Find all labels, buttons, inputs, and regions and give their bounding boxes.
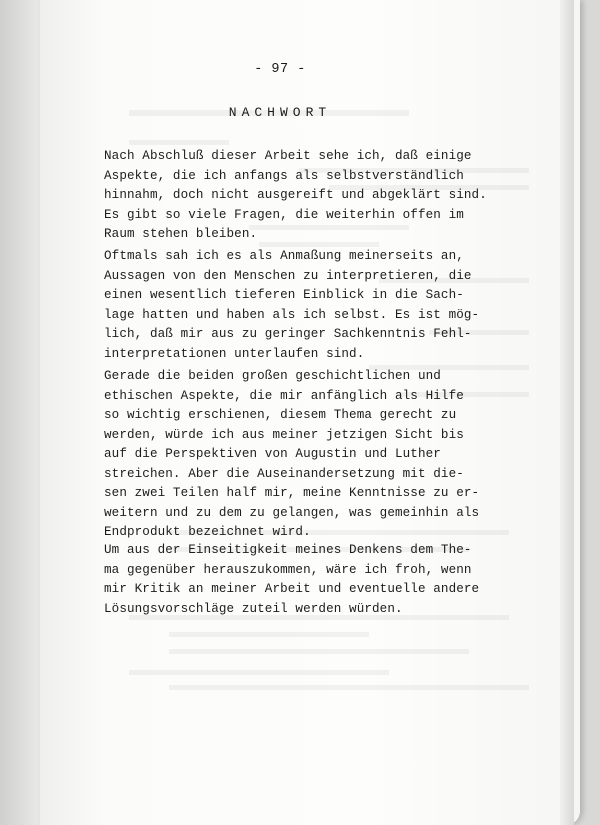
page-edge [560,0,574,825]
paragraph-line: Um aus der Einseitigkeit meines Denkens dem The- ma gegenüber herauszukommen, wäre ich froh, wenn mir Kritik an meiner Arbeit und eventuelle andere Lösungsvorschläge zuteil werden würden. [104,543,480,616]
page-title: NACHWORT [228,105,332,120]
paragraph-line: Nach Abschluß dieser Arbeit sehe ich, daß einige Aspekte, die ich anfangs als selbstverständlich hinnahm, doch nicht ausgereift und abgeklärt sind. Es gibt so viele Fragen, die weiterhin offen im Raum stehen bleiben. [104,149,487,241]
paragraph-2 [104,247,484,377]
paragraph-3 [104,367,484,556]
paragraph-line: Oftmals sah ich es als Anmaßung meinerseits an, Aussagen von den Menschen zu interpretieren, die einen wesentlich tieferen Einblick in die Sach- lage hatten und haben als ich selbst. Es ist mög- lich, daß mir aus zu geringer Sachkenntnis Fehl- interpretationen unterlaufen sind. [104,249,480,361]
paragraph-line: Gerade die beiden großen geschichtlichen und ethischen Aspekte, die mir anfänglich als Hilfe so wichtig erschienen, diesem Thema gerecht zu werden, würde ich aus meiner jetzigen Sicht bis auf die Perspektiven von Augustin und Luther streichen. Aber die Auseinandersetzung mit die- sen zwei Teilen half mir, meine Kenntnisse zu er- weitern und zu dem zu gelangen, was gemeinhin als Endprodukt bezeichnet wird. [104,369,480,539]
paragraph-1 [104,147,487,258]
page-number: - 97 - [254,62,306,77]
paragraph-4 [104,541,484,632]
